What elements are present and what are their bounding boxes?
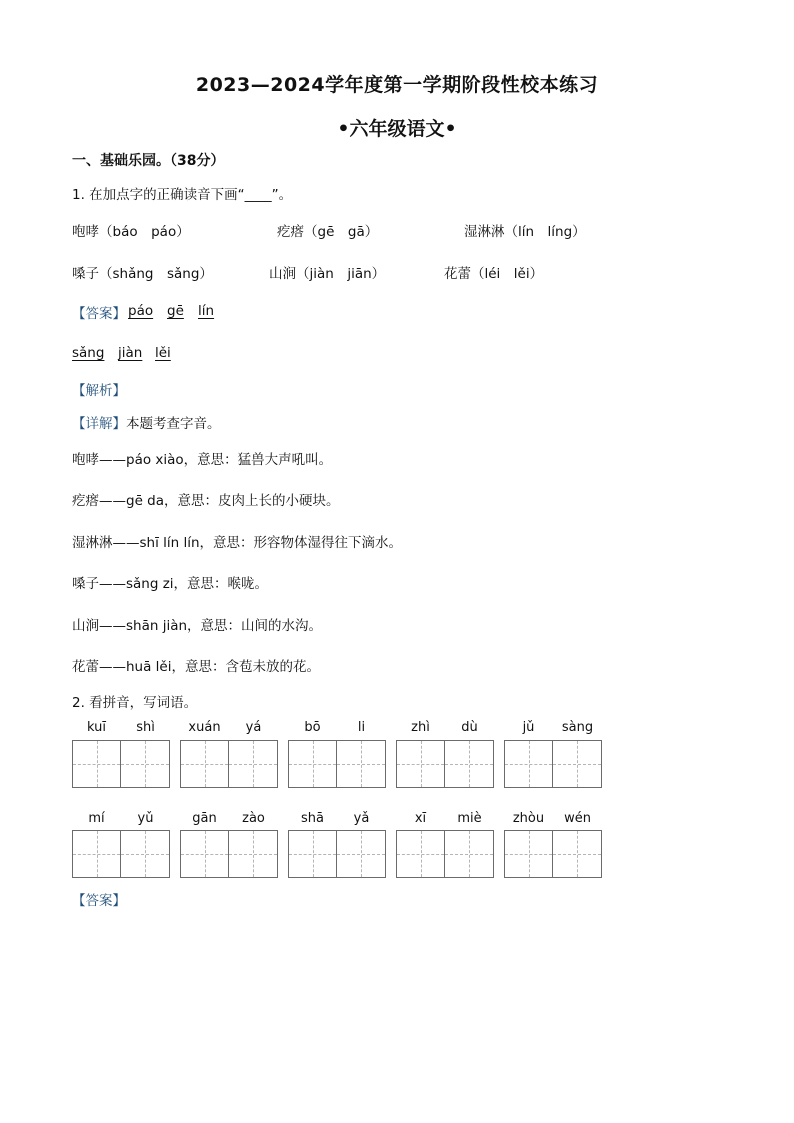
answer-6: lěi: [155, 345, 171, 361]
detail-tag: 【详解】: [72, 416, 126, 432]
writing-grid[interactable]: [72, 830, 170, 878]
explanation-5: 山涧——shān jiàn，意思：山间的水沟。: [72, 618, 323, 634]
q1-item-shanjian: 山涧（jiàn jiān）: [269, 266, 386, 282]
question-1-prompt: 1. 在加点字的正确读音下画“____”。: [72, 187, 293, 203]
pinyin-label: wén: [564, 811, 591, 826]
answer-tag: 【答案】: [72, 306, 126, 322]
writing-grid[interactable]: [72, 740, 170, 788]
q1-item-geda: 疙瘩（gē gā）: [277, 224, 379, 240]
answer-2: gē: [167, 303, 184, 319]
writing-grid[interactable]: [396, 830, 494, 878]
pinyin-label: miè: [457, 811, 482, 826]
pinyin-label: bō: [304, 720, 321, 735]
pinyin-label: zhòu: [512, 811, 545, 826]
page-subtitle: •六年级语文•: [337, 118, 457, 140]
pinyin-label: xī: [414, 811, 427, 826]
page-title: 2023—2024学年度第一学期阶段性校本练习: [195, 74, 599, 96]
answer-tag-2: 【答案】: [72, 893, 126, 909]
pinyin-label: sàng: [561, 720, 594, 735]
explanation-6: 花蕾——huā lěi，意思：含苞未放的花。: [72, 659, 320, 675]
answer-1: páo: [128, 303, 154, 319]
writing-grid[interactable]: [396, 740, 494, 788]
q1-item-sangzi: 嗓子（shǎng sǎng）: [72, 266, 213, 282]
pinyin-label: dù: [461, 720, 478, 735]
answer-3: lín: [198, 303, 215, 319]
pinyin-label: yá: [245, 720, 262, 735]
pinyin-label: xuán: [188, 720, 221, 735]
pinyin-label: gān: [192, 811, 217, 826]
analysis-tag: 【解析】: [72, 383, 126, 399]
pinyin-label: shā: [301, 811, 324, 826]
pinyin-label: zào: [242, 811, 265, 826]
pinyin-label: yǔ: [137, 811, 154, 826]
q1-item-shilinlin: 湿淋淋（lín líng）: [464, 224, 586, 240]
pinyin-label: zhì: [411, 720, 430, 735]
writing-grid[interactable]: [180, 830, 278, 878]
detail-line: [72, 412, 221, 432]
q1-item-hualei: 花蕾（léi lěi）: [444, 266, 544, 282]
detail-intro: 本题考查字音。: [126, 416, 221, 432]
writing-grid[interactable]: [504, 740, 602, 788]
writing-grid[interactable]: [288, 740, 386, 788]
pinyin-label: mí: [88, 811, 105, 826]
q1-item-paoxiao: 咆哮（báo páo）: [72, 224, 190, 240]
answer-5: jiàn: [118, 345, 143, 361]
pinyin-label: yǎ: [353, 811, 370, 826]
question-2-prompt: 2. 看拼音，写词语。: [72, 695, 198, 711]
pinyin-label: shì: [136, 720, 155, 735]
explanation-1: 咆哮——páo xiào，意思：猛兽大声吼叫。: [72, 452, 333, 468]
writing-grid[interactable]: [504, 830, 602, 878]
pinyin-label: kuī: [87, 720, 106, 735]
pinyin-label: li: [357, 720, 366, 735]
explanation-3: 湿淋淋——shī lín lín，意思：形容物体湿得往下滴水。: [72, 535, 403, 551]
pinyin-label: jǔ: [522, 720, 535, 735]
writing-grid[interactable]: [180, 740, 278, 788]
writing-grid[interactable]: [288, 830, 386, 878]
explanation-4: 嗓子——sǎng zi，意思：喉咙。: [72, 576, 269, 592]
answer-4: sǎng: [72, 345, 105, 361]
section-heading: 一、基础乐园。（38分）: [72, 153, 225, 169]
explanation-2: 疙瘩——gē da，意思：皮肉上长的小硬块。: [72, 493, 340, 509]
